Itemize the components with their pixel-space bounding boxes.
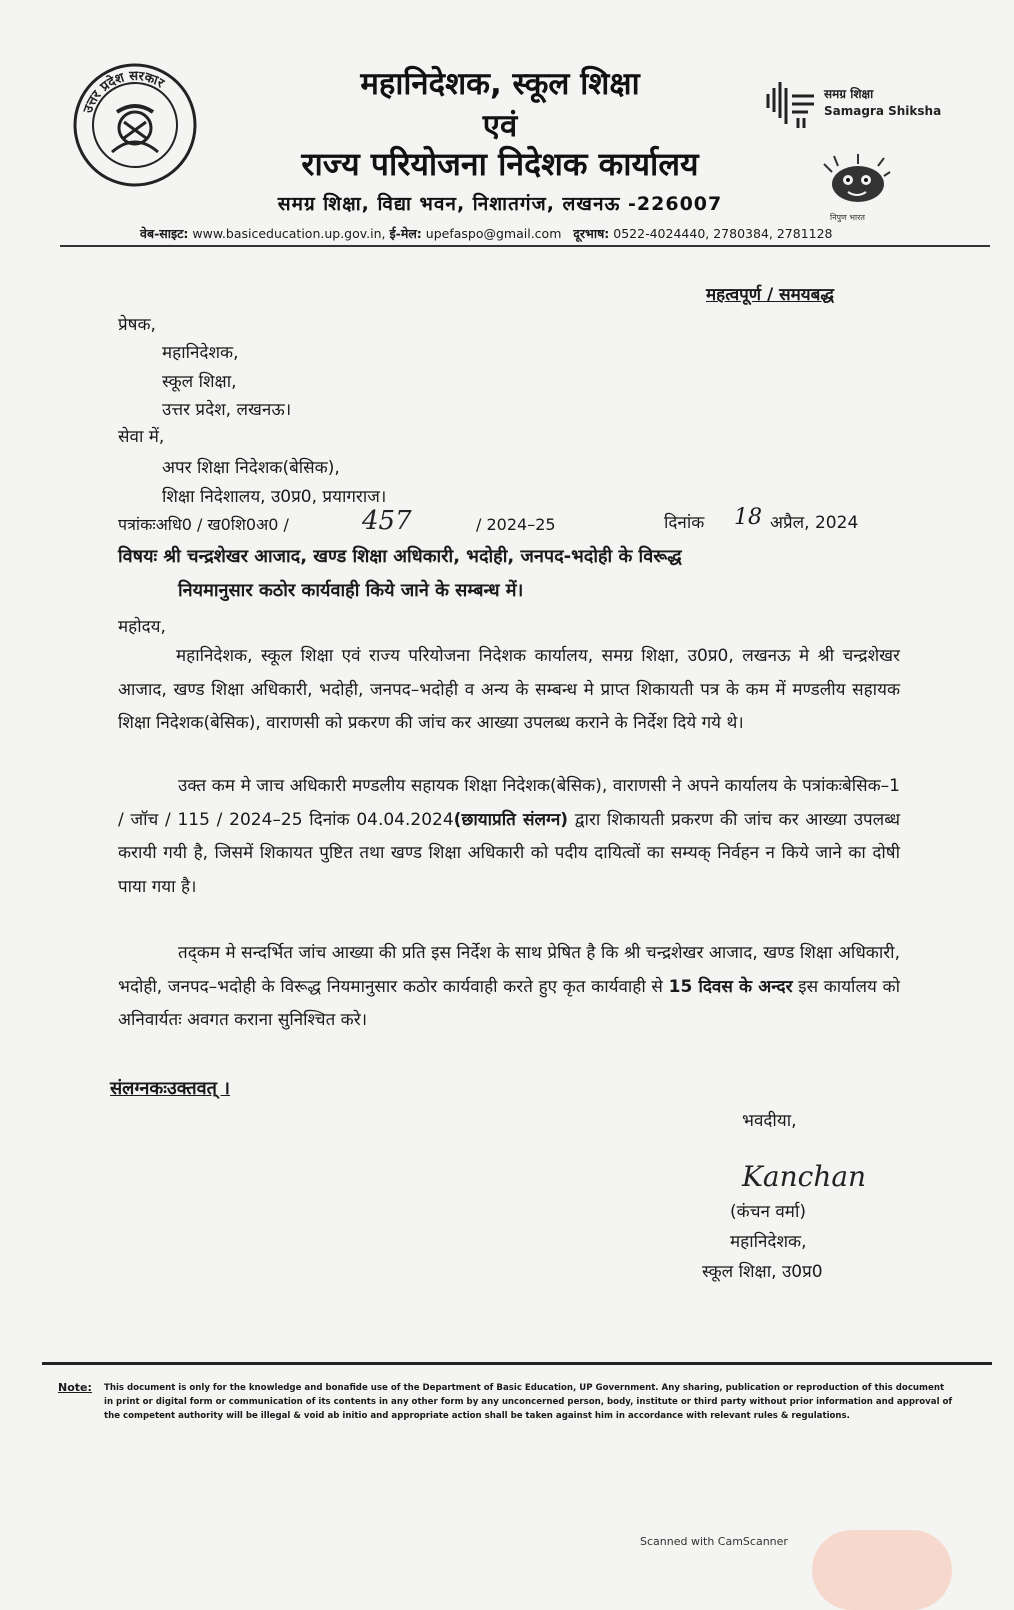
para2-text-before: उक्त कम मे जाच अधिकारी मण्डलीय सहायक शिक्षा निदेशक(बेसिक), वाराणसी ने अपने कार्यालय के पत्रांकःबेसिक–1 / जॉच / 115 / 2024–25 दिनांक 04.04.2024 — [118, 776, 900, 830]
email-link[interactable]: upefaspo@gmail.com — [425, 226, 562, 241]
signatory-title: महानिदेशक, — [730, 1232, 807, 1252]
sender-line: स्कूल शिक्षा, — [162, 372, 237, 392]
body-paragraph-1: महानिदेशक, स्कूल शिक्षा एवं राज्य परियोजना निदेशक कार्यालय, समग्र शिक्षा, उ0प्र0, लखनऊ मे श्री चन्द्रशेखर आजाद, खण्ड शिक्षा अधिकारी, भदोही, जनपद–भदोही व अन्य के सम्बन्ध मे प्राप्त शिकायती पत्र के कम में मण्डलीय सहायक शिक्षा निदेशक(बेसिक), वाराणसी को प्रकरण की जांच कर आख्या उपलब्ध कराने के निर्देश दिये गये थे। — [118, 646, 900, 733]
para2-text-after: द्वारा शिकायती प्रकरण की जांच कर आख्या उपलब्ध करायी गयी है, जिसमें शिकायत पुष्टित तथा खण्ड शिक्षा अधिकारी को पदीय दायित्वों का सम्यक् निर्वहन न किये जाने का दोषी पाया गया है। — [118, 809, 900, 897]
body-paragraph-3 — [118, 937, 900, 1038]
samagra-hindi: समग्र शिक्षा — [824, 87, 874, 101]
para3-text-after: इस कार्यालय को अनिवार्यतः अवगत कराना सुनिश्चित करे। — [118, 976, 900, 1030]
reference-year: / 2024–25 — [476, 515, 556, 534]
header-address: समग्र शिक्षा, विद्या भवन, निशातगंज, लखनऊ -226007 — [277, 193, 723, 215]
recipient-line: अपर शिक्षा निदेशक(बेसिक), — [162, 458, 340, 478]
para3-deadline: 15 दिवस के अन्दर — [668, 976, 793, 997]
recipient-label: सेवा में, — [118, 427, 165, 447]
header-title-line1: महानिदेशक, स्कूल शिक्षा — [360, 66, 640, 102]
sender-label: प्रेषक, — [118, 315, 156, 335]
recipient-line: शिक्षा निदेशालय, उ0प्र0, प्रयागराज। — [162, 487, 387, 507]
website-link[interactable]: www.basiceducation.up.gov.in, — [192, 226, 386, 241]
reference-number-handwritten: 457 — [362, 506, 412, 536]
footer-divider — [42, 1362, 992, 1365]
date-label: दिनांक — [664, 513, 705, 533]
camscanner-watermark: Scanned with CamScanner — [640, 1535, 788, 1548]
body-paragraph-2 — [118, 770, 900, 904]
header-title-line2: एवं — [482, 108, 518, 144]
camscanner-badge — [812, 1530, 952, 1610]
up-government-seal — [72, 62, 198, 188]
seal-text: उत्तर प्रदेश सरकार — [80, 68, 167, 116]
email-label: ई-मेल: — [389, 226, 422, 241]
header-divider — [60, 245, 990, 247]
signatory-name: (कंचन वर्मा) — [730, 1202, 806, 1222]
sender-line: उत्तर प्रदेश, लखनऊ। — [162, 400, 292, 420]
note-label: Note: — [58, 1381, 92, 1394]
para2-enclosure-note: (छायाप्रति संलग्न) — [453, 809, 569, 830]
mascot-caption: निपुण भारत — [830, 213, 865, 222]
date-month-year: अप्रैल, 2024 — [770, 513, 859, 533]
priority-label: महत्वपूर्ण / समयबद्ध — [706, 285, 834, 305]
reference-prefix: पत्रांकःअधि0 / ख0शि0अ0 / — [118, 515, 289, 534]
header-title-line3: राज्य परियोजना निदेशक कार्यालय — [301, 145, 699, 183]
subject-line1: विषयः श्री चन्द्रशेखर आजाद, खण्ड शिक्षा अधिकारी, भदोही, जनपद-भदोही के विरूद्ध — [118, 546, 682, 567]
closing-text: भवदीया, — [742, 1111, 797, 1131]
phone-numbers: 0522-4024440, 2780384, 2781128 — [613, 226, 833, 241]
samagra-shiksha-text — [824, 86, 941, 120]
subject-line2: नियमानुसार कठोर कार्यवाही किये जाने के सम्बन्ध में। — [178, 580, 524, 601]
header-contact-line — [140, 225, 900, 242]
date-day-handwritten: 18 — [734, 505, 762, 530]
handwritten-signature: Kanchan — [742, 1160, 867, 1193]
salutation: महोदय, — [118, 617, 166, 637]
samagra-english: Samagra Shiksha — [824, 104, 942, 118]
para3-text-before: तद्कम मे सन्दर्भित जांच आख्या की प्रति इस निर्देश के साथ प्रेषित है कि श्री चन्द्रशेखर आजाद, खण्ड शिक्षा अधिकारी, भदोही, जनपद–भदोही के विरूद्ध नियमानुसार कठोर कार्यवाही करते हुए कृत कार्यवाही से — [118, 943, 900, 997]
sender-line: महानिदेशक, — [162, 343, 239, 363]
website-label: वेब-साइट: — [140, 226, 189, 241]
phone-label: दूरभाष: — [573, 226, 610, 241]
samagra-shiksha-logo-icon — [762, 74, 820, 132]
note-text: This document is only for the knowledge and bonafide use of the Department of Basic Education, UP Government. Any sharing, publication or reproduction of this document in print or digital form or communication of its contents in any other form by any unconcerned person, body, institute or third party without prior information and approval of the competent authority will be illegal & void ab initio and appropriate action shall be taken against him in accordance with relevant rules & regulations. — [104, 1383, 953, 1421]
nipun-bharat-mascot-icon — [818, 152, 892, 212]
signatory-department: स्कूल शिक्षा, उ0प्र0 — [702, 1262, 823, 1282]
enclosure-label: संलग्नकःउक्तवत् । — [110, 1078, 231, 1099]
